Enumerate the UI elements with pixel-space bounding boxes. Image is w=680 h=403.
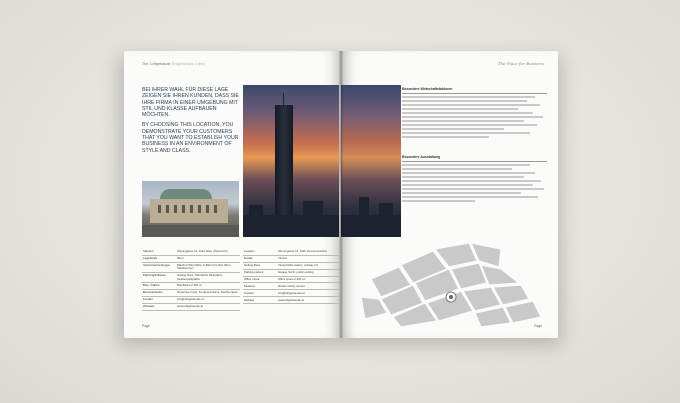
table-row — [243, 269, 339, 276]
table-value: info@loftgebaeude.at — [277, 290, 339, 297]
table-value: Vienna Mitte station, subway U4 — [277, 262, 339, 269]
table-key: Contact — [243, 290, 277, 297]
table-key: Besonderheiten — [142, 290, 176, 297]
table-key: Parking options — [243, 269, 277, 276]
table-row — [142, 296, 240, 303]
table-value: Vienna — [277, 255, 339, 262]
table-row — [243, 290, 339, 297]
table-value: Bahnhof Wien Mitte, U-Bahn U4, Bus Wien Stadtzentrum — [176, 262, 240, 272]
signature-logo: The Place for Business — [497, 61, 544, 66]
intro-german: BEI IHRER WAHL FÜR DIESE LAGE ZEIGEN SIE IHREN KUNDEN, DASS SIE IHRE FIRMA IN EINER UMGEBUNG MIT STIL UND KLASSE AUFBAUEN MÖCHTEN. — [142, 87, 239, 119]
table-key: Webseite — [142, 303, 176, 310]
table-key: Office / Area — [243, 276, 277, 283]
section-equipment — [402, 155, 547, 204]
section-economic-factors — [402, 87, 547, 140]
header-sub: Erdgeschoss Lobby — [171, 62, 205, 66]
table-value: Modernes Foyer, Konferenzräume, Dachterrasse — [176, 290, 240, 297]
intro-english: BY CHOOSING THIS LOCATION, YOU DEMONSTRATE YOUR CUSTOMERS THAT YOU WANT TO ESTABLISH YOUR BUSINESS IN AN ENVIRONMENT OF STYLE AND CLASS. — [142, 122, 239, 154]
table-value: www.loftgebaeude.at — [277, 297, 339, 304]
table-value: www.loftgebaeude.at — [176, 303, 240, 310]
table-value: Wienergasse 14, 1010 Vienna (Austria) — [277, 249, 339, 255]
info-table-english — [243, 249, 339, 304]
table-value: Garage Nord, Öffentliche Parkplätze, Straßenparkplätze — [176, 272, 240, 282]
header-main: The Loftgebäude — [142, 62, 171, 66]
table-value: Wienergasse 14, 1010 Wien (Österreich) — [176, 249, 240, 255]
table-value: Bürofläche 2.300 m² — [176, 283, 240, 290]
magazine-spine — [339, 51, 343, 338]
open-magazine — [124, 51, 558, 338]
table-key: Parkmöglichkeiten — [142, 272, 176, 282]
table-key: Lagedetails — [142, 255, 176, 262]
table-value: Wien — [176, 255, 240, 262]
section2-title: Besondere Ausstattung — [402, 155, 547, 162]
table-key: Features — [243, 283, 277, 290]
table-key: Details — [243, 255, 277, 262]
table-value: info@loftgebaeude.at — [176, 296, 240, 303]
opera-house-photo — [142, 181, 239, 237]
intro-text — [142, 87, 242, 158]
table-value: Office space 2,300 m² — [277, 276, 339, 283]
info-table-german — [142, 249, 240, 311]
tower-photo-continued — [341, 85, 401, 237]
right-page — [341, 51, 558, 338]
city-skyline — [243, 215, 339, 237]
opera-roof — [160, 189, 212, 199]
table-row — [243, 255, 339, 262]
table-row — [243, 262, 339, 269]
table-row — [142, 272, 240, 282]
table-key: Standort — [142, 249, 176, 255]
location-map — [351, 239, 551, 329]
table-row — [142, 290, 240, 297]
left-page-header — [142, 62, 205, 66]
table-row — [142, 262, 240, 272]
table-row — [142, 255, 240, 262]
right-page-number: Page — [534, 324, 542, 328]
tower-sunset-photo — [243, 85, 339, 237]
table-row — [243, 297, 339, 304]
left-page-number: Page — [142, 324, 150, 328]
table-row — [142, 283, 240, 290]
table-row — [243, 283, 339, 290]
table-value: Garage North, public parking — [277, 269, 339, 276]
opera-street — [142, 225, 239, 237]
table-key: Büro / Fläche — [142, 283, 176, 290]
table-row — [243, 276, 339, 283]
table-key: Kontakt — [142, 296, 176, 303]
table-key: Website — [243, 297, 277, 304]
table-key: Location — [243, 249, 277, 255]
table-key: Getting there — [243, 262, 277, 269]
table-row — [142, 303, 240, 310]
section1-title: Besondere Wirtschaftsfaktoren — [402, 87, 547, 94]
table-key: Verkehrsanbindungen — [142, 262, 176, 272]
left-page — [124, 51, 341, 338]
table-value: Modern lobby, terrace — [277, 283, 339, 290]
